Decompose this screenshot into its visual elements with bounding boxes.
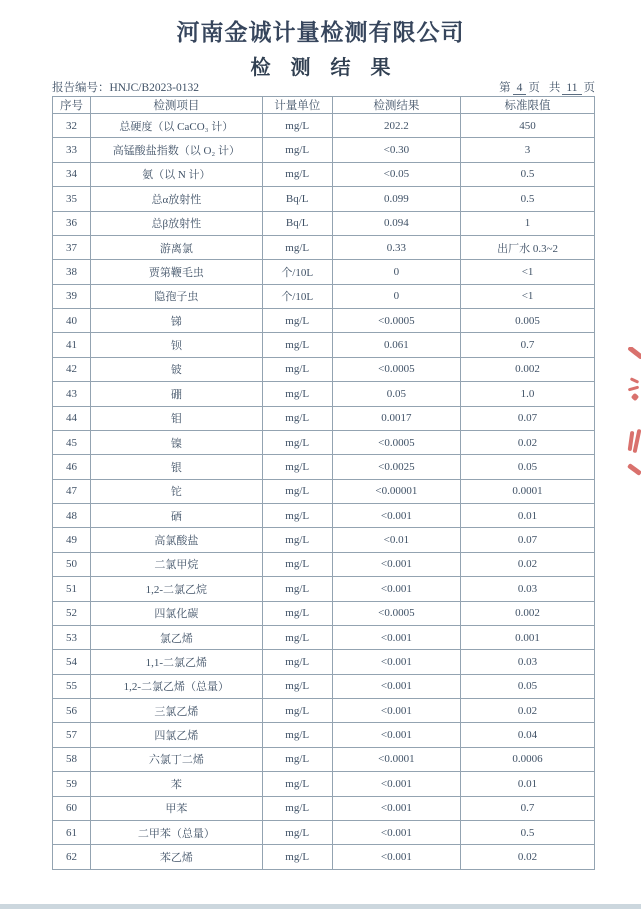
cell-unit: mg/L [262,114,332,138]
doc-title: 检测结果 [250,57,411,79]
cell-limit: 0.7 [461,796,595,820]
cell-unit: mg/L [262,699,332,723]
cell-item: 四氯化碳 [90,601,262,625]
table-row [53,820,595,844]
table-row [53,504,595,528]
cell-item: 隐孢子虫 [90,284,262,308]
cell-seq: 42 [53,357,91,381]
cell-result: 0 [332,260,460,284]
cell-unit: mg/L [262,601,332,625]
report-number-label: 报告编号： [52,82,110,94]
report-number-value: HNJC/B2023-0132 [109,82,199,94]
results-table-body [53,114,595,870]
table-row [53,601,595,625]
cell-result: <0.001 [332,552,460,576]
cell-unit: mg/L [262,504,332,528]
cell-item: 银 [90,455,262,479]
table-row [53,309,595,333]
cell-result: <0.01 [332,528,460,552]
cell-seq: 32 [53,114,91,138]
cell-unit: mg/L [262,747,332,771]
table-row [53,796,595,820]
cell-seq: 36 [53,211,91,235]
cell-result: <0.001 [332,674,460,698]
page-total-label: 共 [548,82,561,94]
table-row [53,406,595,430]
cell-item: 氯乙烯 [90,625,262,649]
cell-item: 四氯乙烯 [90,723,262,747]
cell-result: <0.001 [332,845,460,870]
cell-result: <0.001 [332,504,460,528]
col-header-limit: 标准限值 [461,97,595,114]
cell-unit: mg/L [262,625,332,649]
cell-unit: 个/10L [262,284,332,308]
table-row [53,260,595,284]
cell-unit: mg/L [262,845,332,870]
cell-unit: mg/L [262,235,332,259]
cell-item: 氨（以 N 计） [90,162,262,186]
cell-item: 总β放射性 [90,211,262,235]
col-header-unit: 计量单位 [262,97,332,114]
cell-seq: 53 [53,625,91,649]
cell-result: <0.0025 [332,455,460,479]
cell-seq: 37 [53,235,91,259]
cell-limit: 0.01 [461,772,595,796]
cell-item: 贾第鞭毛虫 [90,260,262,284]
cell-seq: 62 [53,845,91,870]
cell-result: <0.001 [332,625,460,649]
table-header-row [53,97,595,114]
cell-seq: 51 [53,577,91,601]
cell-item: 游离氯 [90,235,262,259]
cell-limit: 0.03 [461,650,595,674]
table-row [53,235,595,259]
cell-limit: 0.04 [461,723,595,747]
cell-unit: mg/L [262,357,332,381]
seal-stroke [631,393,639,401]
cell-unit: 个/10L [262,260,332,284]
table-row [53,357,595,381]
cell-item: 苯乙烯 [90,845,262,870]
cell-unit: mg/L [262,820,332,844]
table-row [53,333,595,357]
cell-limit: 0.05 [461,455,595,479]
cell-item: 三氯乙烯 [90,699,262,723]
table-row [53,430,595,454]
table-row [53,845,595,870]
cell-unit: mg/L [262,479,332,503]
cell-item: 二氯甲烷 [90,552,262,576]
cell-limit: 0.002 [461,357,595,381]
cell-limit: 3 [461,138,595,162]
cell-result: <0.001 [332,723,460,747]
cell-seq: 61 [53,820,91,844]
cell-item: 1,2-二氯乙烯（总量） [90,674,262,698]
cell-result: <0.0005 [332,357,460,381]
cell-limit: 0.001 [461,625,595,649]
cell-limit: <1 [461,284,595,308]
table-row [53,577,595,601]
table-row [53,650,595,674]
table-row [53,699,595,723]
cell-limit: 0.0006 [461,747,595,771]
cell-unit: mg/L [262,577,332,601]
cell-unit: mg/L [262,430,332,454]
cell-seq: 41 [53,333,91,357]
cell-unit: mg/L [262,162,332,186]
meta-row [52,79,595,95]
table-row [53,455,595,479]
cell-unit: mg/L [262,333,332,357]
cell-seq: 34 [53,162,91,186]
table-row [53,625,595,649]
cell-limit: 0.07 [461,528,595,552]
cell-limit: 1 [461,211,595,235]
cell-result: <0.0005 [332,309,460,333]
cell-unit: mg/L [262,382,332,406]
cell-seq: 45 [53,430,91,454]
cell-unit: mg/L [262,406,332,430]
cell-limit: 0.02 [461,699,595,723]
cell-item: 钡 [90,333,262,357]
cell-unit: mg/L [262,138,332,162]
cell-unit: mg/L [262,723,332,747]
cell-unit: Bq/L [262,211,332,235]
table-row [53,284,595,308]
cell-item: 高锰酸盐指数（以 O₂ 计） [90,138,262,162]
cell-limit: 0.02 [461,845,595,870]
cell-limit: 0.002 [461,601,595,625]
cell-item: 二甲苯（总量） [90,820,262,844]
cell-limit: 0.05 [461,674,595,698]
cell-item: 六氯丁二烯 [90,747,262,771]
cell-result: <0.001 [332,772,460,796]
cell-unit: mg/L [262,552,332,576]
table-row [53,479,595,503]
cell-limit: 1.0 [461,382,595,406]
table-row [53,674,595,698]
cell-result: <0.00001 [332,479,460,503]
cell-result: <0.001 [332,796,460,820]
cell-limit: 0.5 [461,187,595,211]
cell-result: 0.33 [332,235,460,259]
page-current: 4 [513,82,527,95]
cell-item: 高氯酸盐 [90,528,262,552]
cell-seq: 60 [53,796,91,820]
table-row [53,747,595,771]
cell-seq: 44 [53,406,91,430]
scan-edge-artifact [0,904,641,909]
cell-unit: mg/L [262,455,332,479]
cell-unit: mg/L [262,528,332,552]
cell-item: 1,1-二氯乙烯 [90,650,262,674]
cell-limit: 0.01 [461,504,595,528]
cell-result: <0.0005 [332,601,460,625]
cell-limit: 0.03 [461,577,595,601]
page-unit-2: 页 [583,82,595,94]
cell-result: <0.001 [332,650,460,674]
cell-limit: 出厂水 0.3~2 [461,235,595,259]
table-row [53,772,595,796]
cell-seq: 52 [53,601,91,625]
seal-stroke [630,377,639,384]
cell-unit: mg/L [262,772,332,796]
cell-seq: 46 [53,455,91,479]
cell-result: 0.0017 [332,406,460,430]
cell-limit: 0.0001 [461,479,595,503]
cell-seq: 33 [53,138,91,162]
cell-limit: 0.02 [461,430,595,454]
table-row [53,528,595,552]
cell-limit: 0.7 [461,333,595,357]
cell-seq: 49 [53,528,91,552]
cell-result: <0.001 [332,577,460,601]
table-row [53,211,595,235]
cell-unit: mg/L [262,796,332,820]
cell-seq: 38 [53,260,91,284]
col-header-seq: 序号 [53,97,91,114]
page-indicator [499,79,595,95]
cell-unit: Bq/L [262,187,332,211]
cell-result: 0.061 [332,333,460,357]
cell-seq: 50 [53,552,91,576]
table-row [53,382,595,406]
cell-item: 甲苯 [90,796,262,820]
cell-limit: 0.5 [461,162,595,186]
col-header-result: 检测结果 [332,97,460,114]
cell-limit: 0.5 [461,820,595,844]
table-row [53,114,595,138]
cell-seq: 58 [53,747,91,771]
cell-item: 钼 [90,406,262,430]
cell-limit: <1 [461,260,595,284]
table-row [53,187,595,211]
cell-result: 0.094 [332,211,460,235]
cell-item: 铍 [90,357,262,381]
cell-seq: 35 [53,187,91,211]
cell-seq: 56 [53,699,91,723]
cell-unit: mg/L [262,309,332,333]
cell-result: <0.05 [332,162,460,186]
cell-seq: 48 [53,504,91,528]
cell-seq: 54 [53,650,91,674]
cell-result: <0.30 [332,138,460,162]
red-seal-fragment [626,347,641,481]
report-number [52,79,199,95]
cell-result: 0.05 [332,382,460,406]
cell-seq: 47 [53,479,91,503]
cell-seq: 57 [53,723,91,747]
page-unit: 页 [528,82,540,94]
table-row [53,552,595,576]
cell-result: 202.2 [332,114,460,138]
seal-stroke [627,463,641,476]
cell-item: 锑 [90,309,262,333]
cell-seq: 55 [53,674,91,698]
cell-item: 硒 [90,504,262,528]
company-title: 河南金诚计量检测有限公司 [176,20,465,45]
cell-limit: 450 [461,114,595,138]
table-row [53,138,595,162]
cell-result: 0 [332,284,460,308]
page-total: 11 [562,82,581,95]
cell-item: 总硬度（以 CaCO₃ 计） [90,114,262,138]
cell-result: <0.0005 [332,430,460,454]
page-prefix: 第 [499,82,511,94]
seal-stroke [627,347,641,360]
cell-seq: 59 [53,772,91,796]
cell-seq: 39 [53,284,91,308]
cell-result: 0.099 [332,187,460,211]
seal-stroke [628,386,639,392]
cell-result: <0.0001 [332,747,460,771]
cell-seq: 43 [53,382,91,406]
cell-result: <0.001 [332,699,460,723]
cell-seq: 40 [53,309,91,333]
cell-limit: 0.07 [461,406,595,430]
cell-unit: mg/L [262,650,332,674]
cell-limit: 0.005 [461,309,595,333]
cell-item: 苯 [90,772,262,796]
cell-item: 硼 [90,382,262,406]
cell-unit: mg/L [262,674,332,698]
col-header-item: 检测项目 [90,97,262,114]
cell-item: 1,2-二氯乙烷 [90,577,262,601]
cell-limit: 0.02 [461,552,595,576]
cell-item: 铊 [90,479,262,503]
cell-item: 总α放射性 [90,187,262,211]
table-row [53,723,595,747]
cell-result: <0.001 [332,820,460,844]
cell-item: 镍 [90,430,262,454]
results-table [52,96,595,870]
table-row [53,162,595,186]
